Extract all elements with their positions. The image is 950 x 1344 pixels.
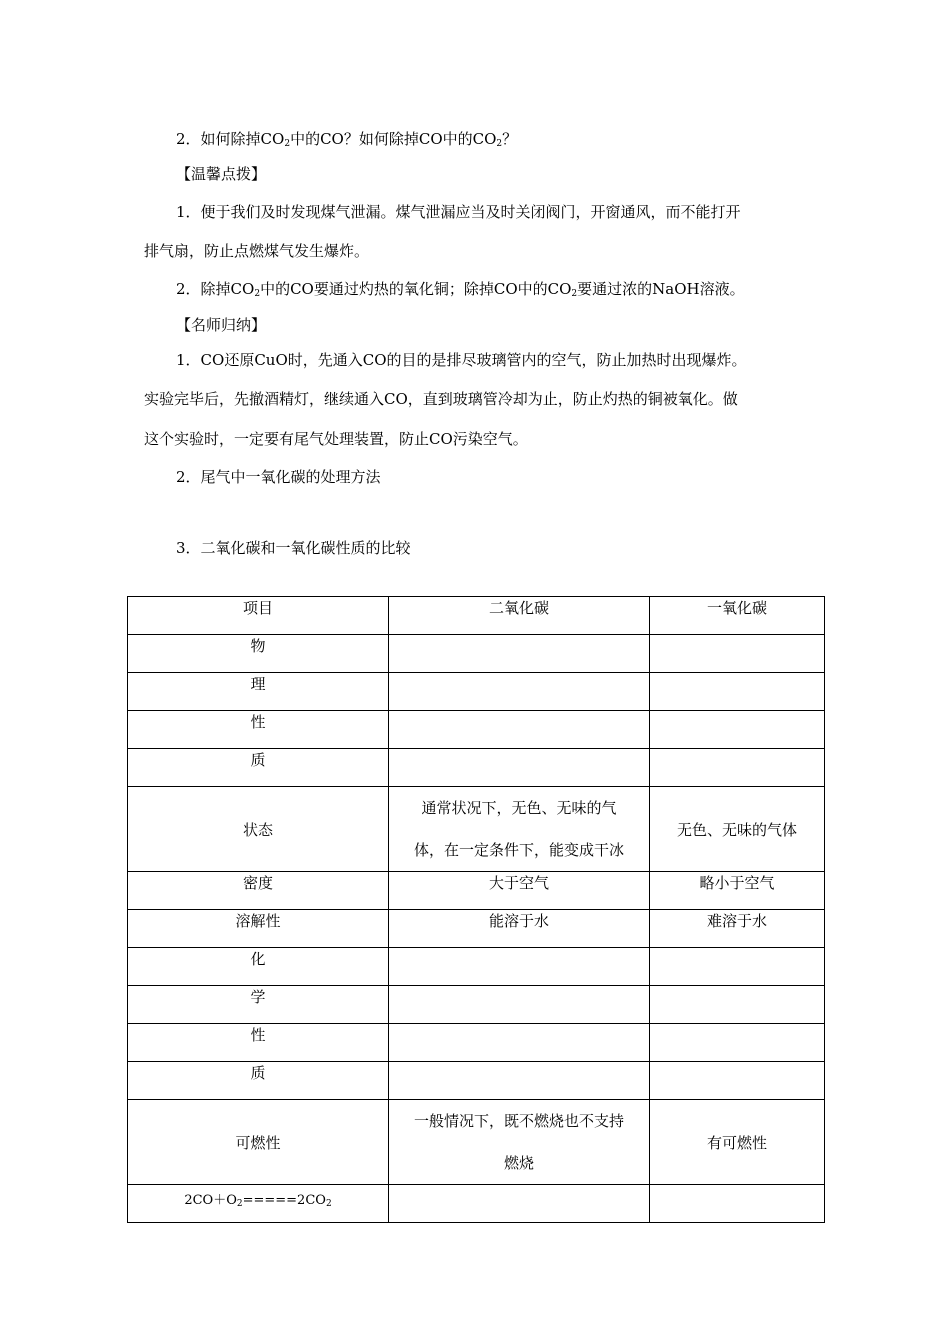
empty-cell bbox=[650, 986, 825, 1024]
empty-cell bbox=[650, 635, 825, 673]
state-label: 状态 bbox=[128, 787, 389, 872]
tip-2: 2．除掉$CO_2$中的CO要通过灼热的氧化铜；除掉CO中的$CO_2$要通过浓的NaOH溶液。 bbox=[176, 280, 745, 299]
physical-char: 理 bbox=[128, 673, 389, 711]
summary-1-line-3: 这个实验时，一定要有尾气处理装置，防止CO污染空气。 bbox=[144, 430, 528, 448]
table-row-equation bbox=[128, 1185, 825, 1223]
empty-cell bbox=[389, 635, 650, 673]
combustion-equation: $2CO+O_2=====2CO_2$ bbox=[128, 1185, 389, 1223]
header-co2: 二氧化碳 bbox=[389, 597, 650, 635]
empty-cell bbox=[389, 711, 650, 749]
state-co2: 通常状况下，无色、无味的气 体，在一定条件下，能变成干冰 bbox=[389, 787, 650, 872]
tips-heading: 【温馨点拨】 bbox=[176, 165, 267, 183]
summary-1-line-2: 实验完毕后，先撤酒精灯，继续通入CO，直到玻璃管冷却为止，防止灼热的铜被氧化。做 bbox=[144, 390, 738, 408]
table-row bbox=[128, 1062, 825, 1100]
table-row bbox=[128, 948, 825, 986]
tip-1-line-2: 排气扇，防止点燃煤气发生爆炸。 bbox=[144, 242, 370, 260]
empty-cell bbox=[389, 1185, 650, 1223]
chemical-char: 学 bbox=[128, 986, 389, 1024]
empty-cell bbox=[650, 948, 825, 986]
flammability-co: 有可燃性 bbox=[650, 1100, 825, 1185]
summary-heading: 【名师归纳】 bbox=[176, 316, 267, 334]
empty-cell bbox=[650, 673, 825, 711]
table-row bbox=[128, 986, 825, 1024]
flammability-label: 可燃性 bbox=[128, 1100, 389, 1185]
table-row-density bbox=[128, 872, 825, 910]
comparison-table bbox=[127, 596, 825, 1223]
question-2: 2．如何除掉$CO_2$中的CO？如何除掉CO中的$CO_2$？ bbox=[176, 130, 518, 149]
empty-cell bbox=[650, 1024, 825, 1062]
table-row bbox=[128, 711, 825, 749]
density-co: 略小于空气 bbox=[650, 872, 825, 910]
chemical-char: 化 bbox=[128, 948, 389, 986]
density-co2: 大于空气 bbox=[389, 872, 650, 910]
summary-2: 2．尾气中一氧化碳的处理方法 bbox=[176, 468, 381, 486]
chemical-char: 质 bbox=[128, 1062, 389, 1100]
summary-3: 3．二氧化碳和一氧化碳性质的比较 bbox=[176, 539, 411, 557]
empty-cell bbox=[650, 711, 825, 749]
table-row bbox=[128, 1024, 825, 1062]
empty-cell bbox=[389, 986, 650, 1024]
empty-cell bbox=[389, 1062, 650, 1100]
table-header-row bbox=[128, 597, 825, 635]
state-co: 无色、无味的气体 bbox=[650, 787, 825, 872]
solubility-co2: 能溶于水 bbox=[389, 910, 650, 948]
solubility-label: 溶解性 bbox=[128, 910, 389, 948]
chemical-char: 性 bbox=[128, 1024, 389, 1062]
physical-char: 物 bbox=[128, 635, 389, 673]
table-row-solubility bbox=[128, 910, 825, 948]
empty-cell bbox=[650, 1185, 825, 1223]
empty-cell bbox=[650, 1062, 825, 1100]
physical-char: 质 bbox=[128, 749, 389, 787]
header-item: 项目 bbox=[128, 597, 389, 635]
table-row bbox=[128, 673, 825, 711]
density-label: 密度 bbox=[128, 872, 389, 910]
table-row bbox=[128, 635, 825, 673]
empty-cell bbox=[389, 673, 650, 711]
summary-1-line-1: 1．CO还原CuO时，先通入CO的目的是排尽玻璃管内的空气，防止加热时出现爆炸。 bbox=[176, 351, 747, 369]
table-row bbox=[128, 749, 825, 787]
physical-char: 性 bbox=[128, 711, 389, 749]
empty-cell bbox=[389, 1024, 650, 1062]
tip-1-line-1: 1．便于我们及时发现煤气泄漏。煤气泄漏应当及时关闭阀门，开窗通风，而不能打开 bbox=[176, 203, 741, 221]
header-co: 一氧化碳 bbox=[650, 597, 825, 635]
solubility-co: 难溶于水 bbox=[650, 910, 825, 948]
empty-cell bbox=[389, 948, 650, 986]
table-row-flammability bbox=[128, 1100, 825, 1185]
table-row-state bbox=[128, 787, 825, 872]
empty-cell bbox=[389, 749, 650, 787]
flammability-co2: 一般情况下，既不燃烧也不支持 燃烧 bbox=[389, 1100, 650, 1185]
empty-cell bbox=[650, 749, 825, 787]
